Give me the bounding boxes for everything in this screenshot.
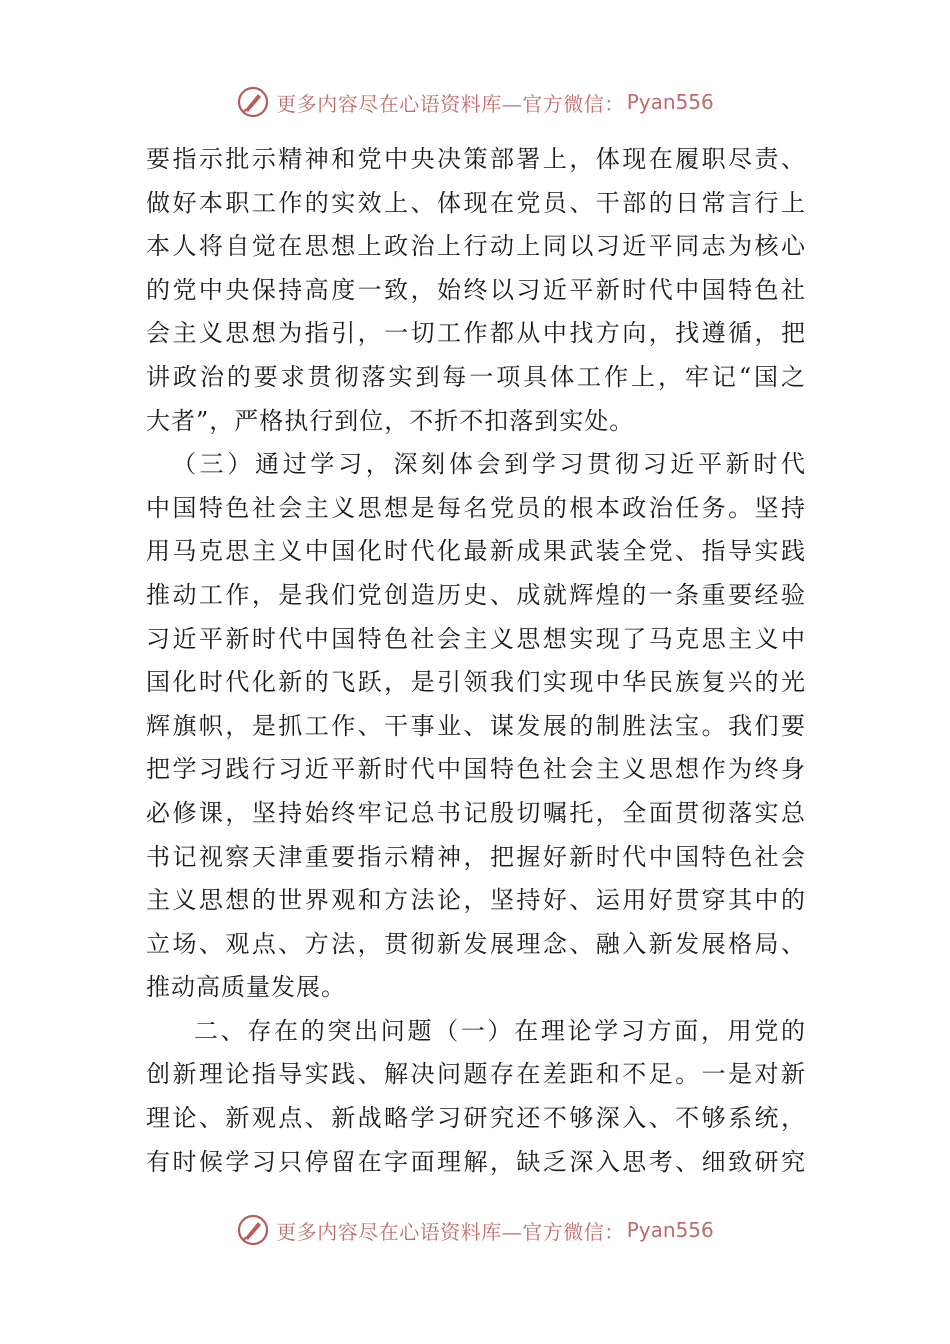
footer-watermark: [0, 1210, 950, 1250]
text-line: 用马克思主义中国化时代化最新成果武装全党、指导实践: [146, 537, 806, 566]
text-line: 书记视察天津重要指示精神，把握好新时代中国特色社会: [146, 842, 806, 871]
text-line: 有时候学习只停留在字面理解，缺乏深入思考、细致研究: [146, 1147, 806, 1176]
text-line: 二、存在的突出问题（一）在理论学习方面，用党的: [194, 1016, 806, 1045]
document-body: [146, 138, 806, 1184]
text-line: 做好本职工作的实效上、体现在党员、干部的日常言行上: [146, 188, 806, 217]
text-line: 大者”，严格执行到位，不折不扣落到实处。: [146, 406, 635, 435]
text-line: 国化时代化新的飞跃，是引领我们实现中华民族复兴的光: [146, 668, 806, 697]
text-line: 要指示批示精神和党中央决策部署上，体现在履职尽责、: [146, 145, 806, 173]
text-line: 必修课，坚持始终牢记总书记殷切嘱托，全面贯彻落实总: [146, 798, 806, 827]
text-line: 习近平新时代中国特色社会主义思想实现了马克思主义中: [146, 624, 806, 653]
watermark-wechat-id: Pyan556: [626, 90, 714, 114]
paragraph-3: [146, 1010, 806, 1184]
text-line: 创新理论指导实践、解决问题存在差距和不足。一是对新: [146, 1060, 806, 1089]
watermark-text: 更多内容尽在心语资料库—官方微信：: [276, 1219, 625, 1244]
text-line: 会主义思想为指引，一切工作都从中找方向，找遵循，把: [146, 319, 806, 348]
text-line: 本人将自觉在思想上政治上行动上同以习近平同志为核心: [146, 232, 806, 261]
text-line: （三）通过学习，深刻体会到学习贯彻习近平新时代: [172, 450, 806, 479]
watermark-wechat-id: Pyan556: [626, 1218, 714, 1242]
quill-logo-icon: [236, 1213, 270, 1247]
text-line: 辉旗帜，是抓工作、干事业、谋发展的制胜法宝。我们要: [146, 711, 806, 740]
text-line: 讲政治的要求贯彻落实到每一项具体工作上，牢记“国之: [146, 362, 806, 391]
quill-logo-icon: [236, 85, 270, 119]
text-line: 把学习践行习近平新时代中国特色社会主义思想作为终身: [146, 755, 806, 784]
text-line: 推动高质量发展。: [146, 973, 346, 1002]
watermark-text: 更多内容尽在心语资料库—官方微信：: [276, 91, 625, 116]
text-line: 推动工作，是我们党创造历史、成就辉煌的一条重要经验: [146, 580, 806, 609]
text-line: 理论、新观点、新战略学习研究还不够深入、不够系统，: [146, 1104, 806, 1133]
text-line: 立场、观点、方法，贯彻新发展理念、融入新发展格局、: [146, 929, 806, 958]
text-line: 的党中央保持高度一致，始终以习近平新时代中国特色社: [146, 275, 806, 304]
text-line: 中国特色社会主义思想是每名党员的根本政治任务。坚持: [146, 493, 806, 522]
paragraph-2: [146, 443, 806, 1010]
header-watermark: [0, 82, 950, 122]
text-line: 主义思想的世界观和方法论，坚持好、运用好贯穿其中的: [146, 886, 806, 915]
paragraph-1: [146, 138, 806, 443]
